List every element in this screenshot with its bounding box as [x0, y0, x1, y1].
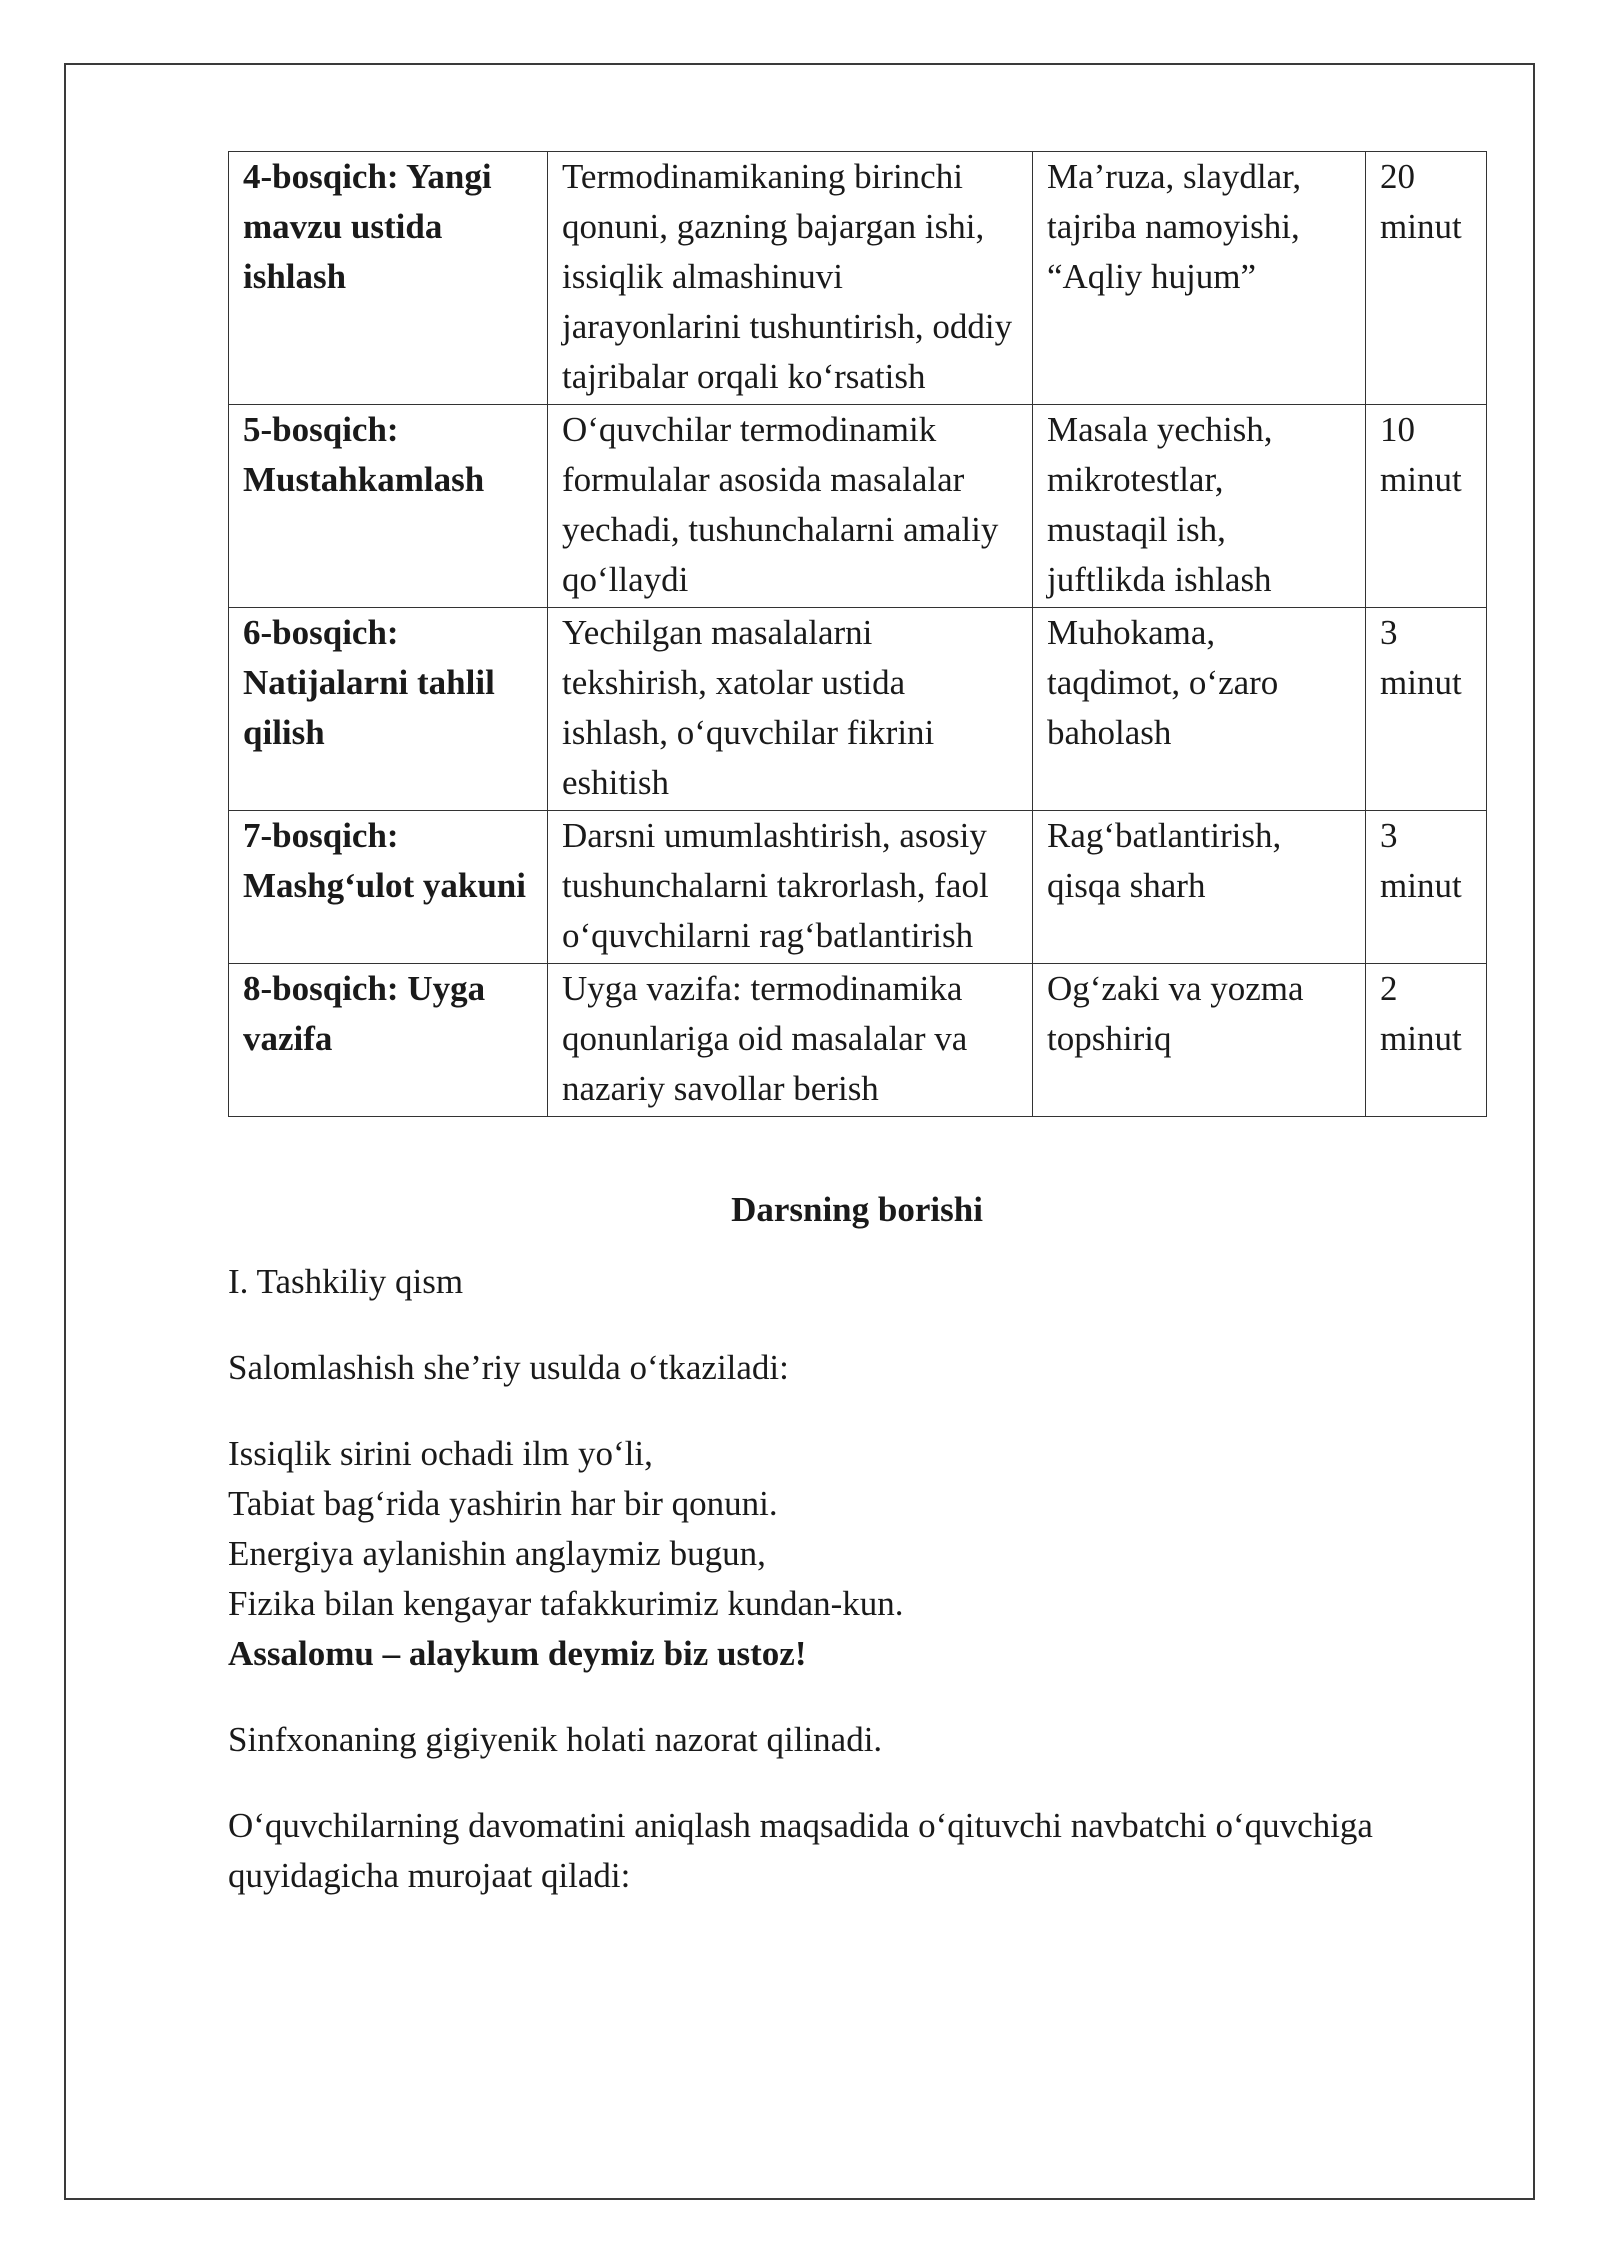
greeting-intro: Salomlashish she’riy usulda o‘tkaziladi: — [228, 1348, 789, 1387]
poem-line: Issiqlik sirini ochadi ilm yo‘li, — [228, 1434, 653, 1473]
poem-line: Tabiat bag‘rida yashirin har bir qonuni. — [228, 1484, 778, 1523]
time-cell: 10 minut — [1366, 405, 1487, 608]
content-cell: Termodinamikaning birinchi qonuni, gazning bajargan ishi, issiqlik almashinuvi jarayonlarini tushuntirish, oddiy tajribalar orqali ko‘rsatish — [548, 152, 1033, 405]
poem-greeting-line: Assalomu – alaykum deymiz biz ustoz! — [228, 1634, 807, 1673]
table-row — [229, 405, 1487, 608]
table-row — [229, 608, 1487, 811]
time-cell: 20 minut — [1366, 152, 1487, 405]
content-cell: Yechilgan masalalarni tekshirish, xatolar ustida ishlash, o‘quvchilar fikrini eshitish — [548, 608, 1033, 811]
stage-cell: 4-bosqich: Yangi mavzu ustida ishlash — [229, 152, 548, 405]
table-row — [229, 964, 1487, 1117]
time-cell: 2 minut — [1366, 964, 1487, 1117]
method-cell: Ma’ruza, slaydlar, tajriba namoyishi, “Aqliy hujum” — [1033, 152, 1366, 405]
content-cell: Uyga vazifa: termodinamika qonunlariga oid masalalar va nazariy savollar berish — [548, 964, 1033, 1117]
section-subtitle: I. Tashkiliy qism — [228, 1262, 464, 1301]
document-body — [228, 151, 1486, 1901]
lesson-plan-table — [228, 151, 1487, 1117]
time-cell: 3 minut — [1366, 811, 1487, 964]
content-cell: Darsni umumlashtirish, asosiy tushunchalarni takrorlash, faol o‘quvchilarni rag‘batlantirish — [548, 811, 1033, 964]
time-cell: 3 minut — [1366, 608, 1487, 811]
method-cell: Og‘zaki va yozma topshiriq — [1033, 964, 1366, 1117]
attendance-paragraph: O‘quvchilarning davomatini aniqlash maqsadida o‘qituvchi navbatchi o‘quvchiga quyidagicha murojaat qiladi: — [228, 1806, 1373, 1895]
stage-cell: 6-bosqich: Natijalarni tahlil qilish — [229, 608, 548, 811]
table-row — [229, 811, 1487, 964]
stage-cell: 7-bosqich: Mashg‘ulot yakuni — [229, 811, 548, 964]
section-heading: Darsning borishi — [731, 1190, 983, 1229]
method-cell: Masala yechish, mikrotestlar, mustaqil ish, juftlikda ishlash — [1033, 405, 1366, 608]
content-cell: O‘quvchilar termodinamik formulalar asosida masalalar yechadi, tushunchalarni amaliy qo‘llaydi — [548, 405, 1033, 608]
stage-cell: 5-bosqich: Mustahkamlash — [229, 405, 548, 608]
stage-cell: 8-bosqich: Uyga vazifa — [229, 964, 548, 1117]
hygiene-paragraph: Sinfxonaning gigiyenik holati nazorat qilinadi. — [228, 1720, 883, 1759]
table-row — [229, 152, 1487, 405]
poem-line: Fizika bilan kengayar tafakkurimiz kundan-kun. — [228, 1584, 904, 1623]
greeting-poem — [228, 1429, 1486, 1679]
method-cell: Rag‘batlantirish, qisqa sharh — [1033, 811, 1366, 964]
method-cell: Muhokama, taqdimot, o‘zaro baholash — [1033, 608, 1366, 811]
poem-line: Energiya aylanishin anglaymiz bugun, — [228, 1534, 766, 1573]
